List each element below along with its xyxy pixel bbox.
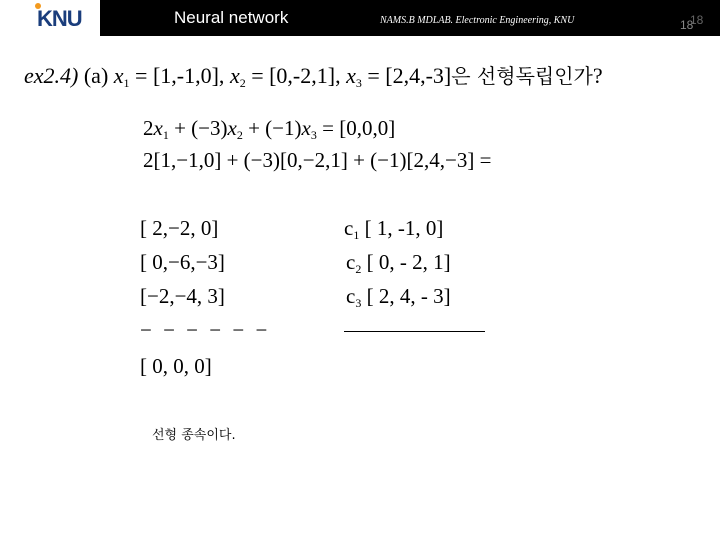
- vector-row-2: [ 0, - 2, 1]: [361, 250, 451, 274]
- eq-x1: x: [153, 116, 163, 140]
- left-row-2: [ 0,−6,−3]: [140, 250, 225, 274]
- problem-label: ex2.4): [24, 63, 79, 88]
- question-mark: ?: [592, 63, 603, 88]
- vector-x3: = [2,4,-3]: [361, 63, 452, 88]
- coef-c2: c: [346, 250, 356, 274]
- sub-2: 2: [239, 76, 246, 90]
- eq-x2: x: [227, 116, 237, 140]
- logo-text: KNU: [37, 6, 82, 31]
- equation-expanded: 2[1,−1,0] + (−3)[0,−2,1] + (−1)[2,4,−3] =: [143, 148, 492, 172]
- page-number-shadow: 18: [690, 13, 704, 27]
- coef-1: 2: [143, 116, 154, 140]
- var-x1: x: [113, 63, 124, 88]
- eq-sub-1: 1: [162, 128, 169, 142]
- coef-2: + (−3): [168, 116, 228, 140]
- var-x2: x: [229, 63, 240, 88]
- university-logo: [0, 0, 100, 36]
- left-row-3: [−2,−4, 3]: [140, 284, 225, 308]
- eq-sub-3: 3: [310, 128, 317, 142]
- sum-rule-line: [344, 331, 485, 332]
- vector-row-1: [ 1, -1, 0]: [359, 216, 444, 240]
- eq-sub-2: 2: [236, 128, 243, 142]
- left-dashes: − − − − − −: [140, 318, 271, 342]
- header-bar: [0, 0, 720, 36]
- vector-x1: = [1,-1,0],: [129, 63, 225, 88]
- coef-c2-sub: 2: [355, 262, 362, 276]
- left-sum-row: [ 0, 0, 0]: [140, 354, 212, 378]
- right-row-3: [346, 284, 451, 311]
- coef-3: + (−1): [242, 116, 302, 140]
- vector-row-3: [ 2, 4, - 3]: [361, 284, 451, 308]
- var-x3: x: [346, 63, 356, 88]
- coef-c3: c: [346, 284, 356, 308]
- equation-combination: [143, 116, 395, 143]
- coef-c1: c: [344, 216, 354, 240]
- problem-statement: [24, 60, 603, 91]
- page-number: 18: [680, 18, 694, 32]
- slide-credit: NAMS.B MDLAB. Electronic Engineering, KNU: [380, 15, 575, 26]
- eq-x3: x: [301, 116, 311, 140]
- slide-topic: Neural network: [174, 8, 289, 27]
- problem-part: (a): [83, 63, 109, 88]
- conclusion-text: 선형 종속이다.: [152, 428, 236, 443]
- eq-result: = [0,0,0]: [316, 116, 396, 140]
- left-row-1: [ 2,−2, 0]: [140, 216, 219, 240]
- sub-3: 3: [355, 76, 362, 90]
- right-row-2: [346, 250, 451, 277]
- sub-1: 1: [123, 76, 130, 90]
- right-row-1: [344, 216, 443, 243]
- question-text: 은 선형독립인가: [451, 64, 593, 88]
- vector-x2: = [0,-2,1],: [245, 63, 341, 88]
- coef-c1-sub: 1: [353, 228, 360, 242]
- coef-c3-sub: 3: [355, 296, 362, 310]
